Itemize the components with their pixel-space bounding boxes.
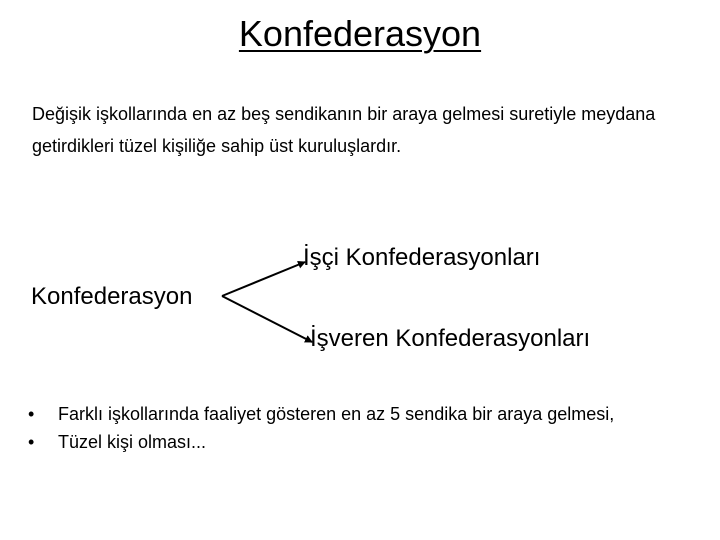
bullet-dot: • [28,432,35,452]
bullet-item [28,428,614,456]
arrow-to-employers [222,296,312,342]
slide-title-text: Konfederasyon [238,13,482,54]
diagram-root-label: Konfederasyon [31,283,193,310]
bullet-list [28,400,614,456]
bullet-item [28,400,614,428]
definition-text: Değişik işkollarında en az beş sendikanın bir araya gelmesi suretiyle meydana getirdikleri tüzel kişiliğe sahip üst kuruluşlardır. [32,104,656,156]
arrow-to-workers [222,262,305,296]
bullet-text: Tüzel kişi olması... [58,432,207,452]
diagram-branch-workers: İşçi Konfederasyonları [303,244,541,271]
bullet-dot: • [28,404,35,424]
diagram-branch-employers: İşveren Konfederasyonları [310,325,591,352]
bullet-text: Farklı işkollarında faaliyet gösteren en az 5 sendika bir araya gelmesi, [58,404,615,424]
